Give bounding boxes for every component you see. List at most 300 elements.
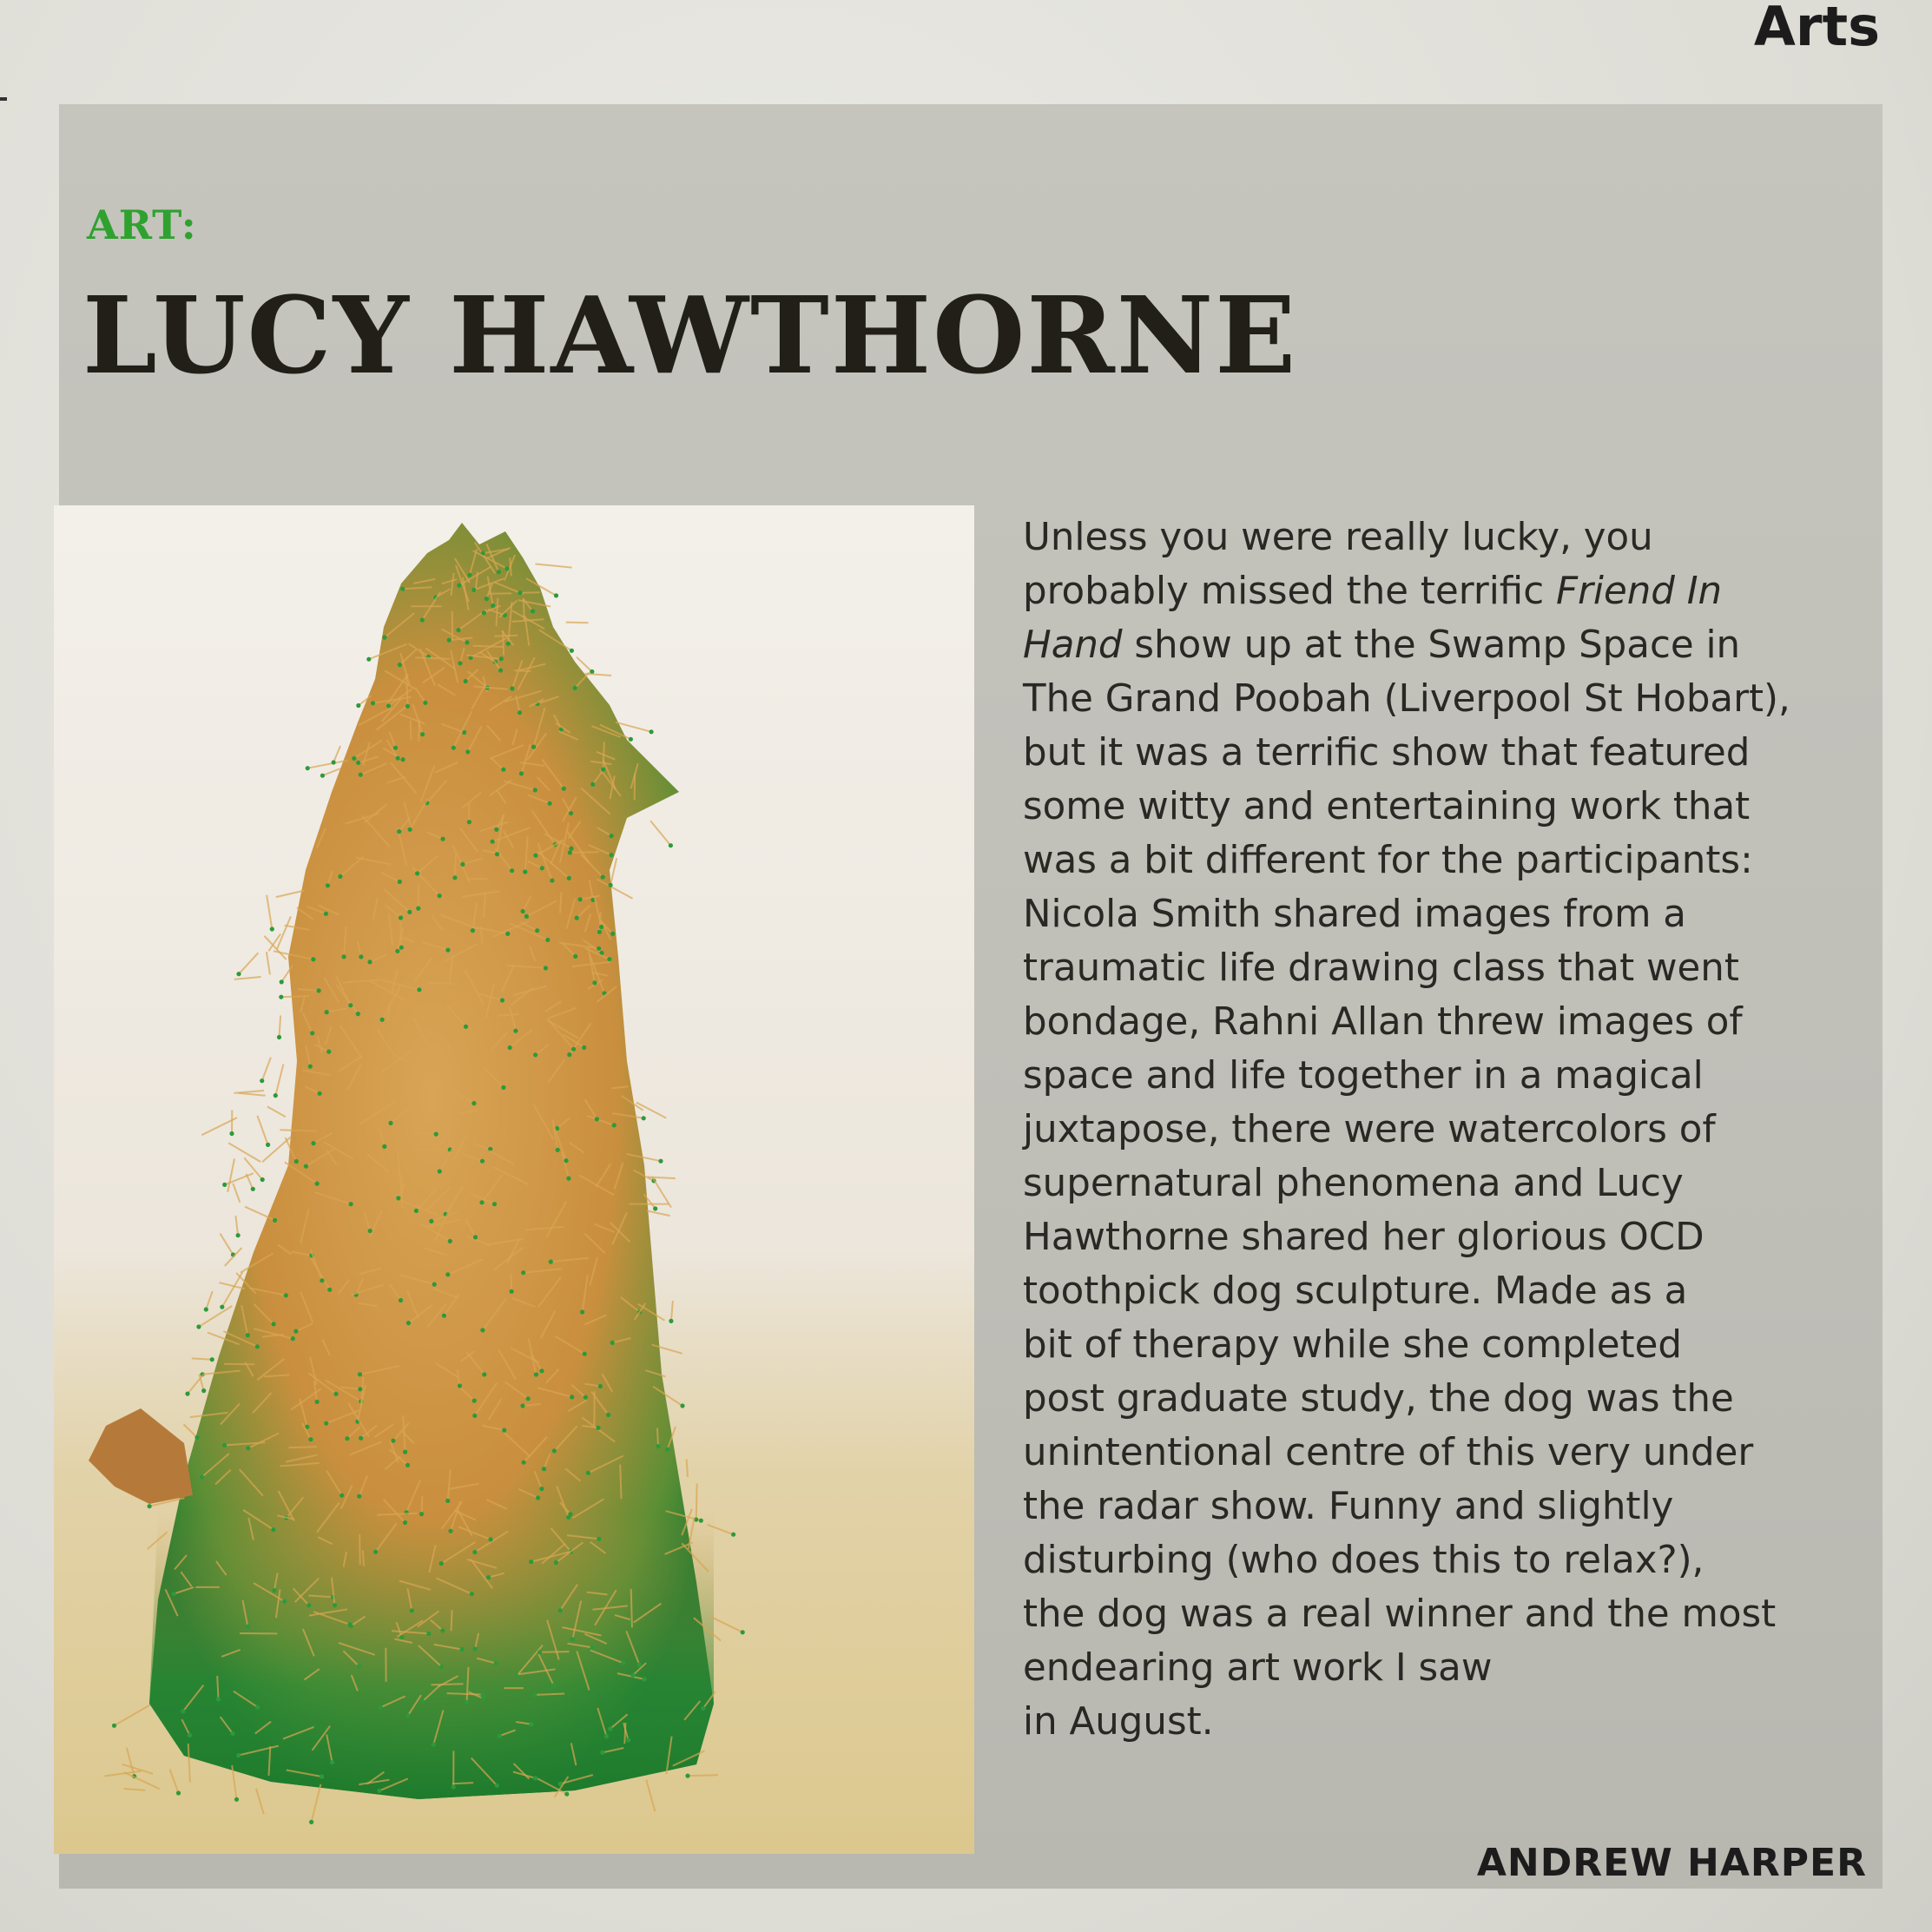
toothpick — [452, 1783, 473, 1784]
toothpick-tip — [274, 1093, 278, 1098]
toothpick-tip — [377, 1789, 381, 1793]
toothpick-tip — [229, 1131, 234, 1136]
toothpick-tip — [311, 1141, 315, 1145]
toothpick-tip — [420, 732, 425, 736]
toothpick-tip — [564, 1158, 568, 1163]
toothpick-tip — [222, 1183, 227, 1187]
toothpick — [631, 1589, 632, 1628]
toothpick-tip — [554, 1560, 558, 1565]
toothpick-tip — [491, 603, 495, 608]
toothpick-tip — [537, 1650, 542, 1654]
toothpick-tip — [417, 987, 421, 992]
toothpick-tip — [569, 847, 573, 851]
toothpick-tip — [307, 1603, 311, 1607]
toothpick-tip — [260, 1177, 265, 1182]
toothpick — [511, 1274, 512, 1292]
toothpick-tip — [279, 995, 283, 999]
toothpick — [280, 1015, 281, 1037]
toothpick-tip — [358, 1372, 362, 1376]
toothpick-tip — [386, 703, 391, 708]
toothpick-tip — [549, 1260, 553, 1264]
toothpick-tip — [610, 1341, 615, 1345]
toothpick-tip — [518, 590, 523, 595]
toothpick-tip — [510, 686, 514, 690]
toothpick-tip — [270, 926, 274, 931]
toothpick-tip — [382, 1144, 386, 1149]
toothpick-tip — [448, 1529, 452, 1533]
toothpick-tip — [356, 761, 360, 765]
toothpick-tip — [452, 746, 456, 750]
body-line-text: the dog was a real winner and the most — [1023, 1592, 1777, 1636]
article-body — [1023, 511, 1883, 1749]
toothpick-tip — [204, 1307, 208, 1311]
toothpick — [225, 1248, 242, 1266]
toothpick-tip — [280, 979, 284, 984]
toothpick-tip — [494, 828, 498, 832]
toothpick-tip — [406, 1713, 410, 1718]
toothpick-tip — [481, 1692, 485, 1697]
toothpick-tip — [548, 801, 552, 806]
toothpick-tip — [544, 966, 548, 970]
toothpick — [247, 1174, 254, 1189]
toothpick-tip — [403, 1450, 407, 1454]
toothpick-tip — [342, 954, 346, 959]
toothpick-tip — [306, 766, 310, 770]
body-line-text: the radar show. Funny and slightly — [1023, 1485, 1674, 1528]
toothpick-tip — [597, 930, 602, 934]
toothpick-tip — [567, 1052, 571, 1057]
toothpick-tip — [440, 837, 445, 841]
toothpick-tip — [368, 1229, 373, 1233]
toothpick — [275, 1065, 283, 1096]
toothpick-tip — [529, 1559, 533, 1564]
toothpick-tip — [317, 988, 321, 992]
toothpick-tip — [520, 1403, 524, 1408]
toothpick-tip — [410, 1608, 414, 1612]
toothpick-tip — [397, 829, 401, 834]
body-line — [1023, 1264, 1883, 1318]
toothpick — [624, 1723, 625, 1744]
toothpick-tip — [486, 1575, 491, 1579]
toothpick-tip — [601, 768, 605, 772]
body-line-text: was a bit different for the participants: — [1023, 839, 1753, 882]
toothpick — [239, 1093, 266, 1096]
toothpick-tip — [532, 1692, 537, 1697]
body-line — [1023, 887, 1883, 941]
toothpick-tip — [573, 686, 577, 690]
toothpick-tip — [502, 1428, 506, 1433]
toothpick — [422, 1496, 423, 1513]
toothpick-tip — [452, 1785, 456, 1790]
article-kicker: ART: — [87, 201, 197, 248]
toothpick-tip — [349, 1624, 353, 1628]
toothpick-tip — [481, 1697, 485, 1701]
toothpick — [267, 1106, 286, 1117]
body-line-text: toothpick dog sculpture. Made as a — [1023, 1269, 1688, 1313]
body-line-text: space and life together in a magical — [1023, 1054, 1704, 1098]
toothpick-tip — [590, 1645, 595, 1650]
toothpick-tip — [255, 1705, 260, 1710]
toothpick-tip — [610, 932, 615, 936]
body-line — [1023, 1210, 1883, 1264]
toothpick-tip — [571, 1047, 576, 1052]
body-line — [1023, 1695, 1883, 1749]
toothpick-tip — [348, 1003, 353, 1007]
toothpick-tip — [500, 998, 504, 1002]
toothpick-tip — [504, 566, 509, 570]
toothpick-tip — [583, 1352, 587, 1356]
toothpick-tip — [356, 703, 360, 708]
toothpick-tip — [465, 640, 469, 644]
toothpick-tip — [379, 1705, 383, 1710]
body-line-text: Hawthorne shared her glorious OCD — [1023, 1216, 1705, 1259]
toothpick-tip — [434, 1132, 438, 1137]
toothpick — [657, 1428, 658, 1447]
toothpick — [428, 983, 455, 984]
toothpick-tip — [406, 704, 410, 709]
toothpick-tip — [473, 1646, 478, 1651]
body-line — [1023, 672, 1883, 726]
toothpick-tip — [558, 1608, 563, 1612]
toothpick-tip — [566, 1177, 570, 1181]
toothpick-tip — [426, 1632, 431, 1636]
toothpick-tip — [539, 1487, 544, 1491]
toothpick-tip — [388, 1121, 392, 1125]
toothpick-tip — [545, 938, 550, 942]
body-line-text: Nicola Smith shared images from a — [1023, 893, 1686, 936]
toothpick-tip — [531, 609, 535, 613]
body-line-text: post graduate study, the dog was the — [1023, 1377, 1734, 1421]
body-line-text: probably missed the terrific — [1023, 570, 1556, 613]
toothpick-tip — [332, 760, 336, 764]
toothpick-tip — [699, 1519, 703, 1523]
toothpick-tip — [556, 1148, 560, 1152]
toothpick-tip — [521, 909, 525, 913]
toothpick-tip — [246, 1333, 250, 1337]
toothpick-tip — [551, 1683, 556, 1687]
toothpick-tip — [665, 1447, 669, 1452]
toothpick — [233, 1184, 240, 1203]
body-line — [1023, 834, 1883, 887]
toothpick-tip — [148, 1504, 152, 1508]
toothpick-tip — [400, 757, 405, 762]
toothpick-tip — [480, 1328, 485, 1332]
toothpick-tip — [196, 1324, 201, 1329]
body-line-text: in August. — [1023, 1700, 1214, 1744]
toothpick — [217, 1676, 218, 1699]
toothpick-tip — [626, 1737, 630, 1742]
toothpick — [322, 768, 340, 775]
toothpick-tip — [255, 1344, 260, 1348]
toothpick-tip — [308, 1437, 313, 1441]
toothpick — [406, 675, 407, 707]
toothpick — [234, 1091, 265, 1093]
toothpick-tip — [600, 1751, 604, 1755]
toothpick-tip — [366, 657, 371, 662]
toothpick-tip — [505, 932, 510, 936]
body-line-text: show up at the Swamp Space in — [1122, 623, 1741, 667]
toothpick — [688, 1775, 718, 1776]
toothpick-tip — [575, 916, 579, 920]
toothpick-tip — [510, 1289, 514, 1294]
toothpick-tip — [358, 1387, 362, 1391]
toothpick-tip — [649, 729, 654, 734]
body-line-text: supernatural phenomena and Lucy — [1023, 1162, 1684, 1205]
toothpick — [312, 1784, 321, 1823]
toothpick-tip — [320, 774, 325, 778]
toothpick-tip — [471, 588, 476, 592]
toothpick-tip — [495, 1784, 499, 1788]
toothpick — [432, 1684, 464, 1685]
toothpick-tip — [112, 1724, 116, 1728]
toothpick — [124, 1789, 146, 1790]
toothpick-tip — [554, 593, 558, 597]
toothpick-tip — [533, 788, 537, 792]
toothpick — [124, 1772, 160, 1789]
dog-base-shading — [149, 1513, 714, 1799]
body-line — [1023, 1103, 1883, 1157]
toothpick-tip — [282, 1599, 287, 1604]
toothpick-tip — [685, 1774, 689, 1778]
toothpick-tip — [510, 868, 514, 873]
toothpick-tip — [519, 771, 524, 775]
toothpick-tip — [731, 1533, 735, 1537]
toothpick-tip — [326, 883, 330, 887]
toothpick-tip — [359, 954, 363, 959]
toothpick-tip — [492, 1202, 497, 1206]
toothpick — [267, 895, 272, 929]
toothpick-tip — [584, 1395, 588, 1400]
toothpick-tip — [447, 638, 452, 643]
toothpick-tip — [535, 928, 539, 933]
toothpick-tip — [621, 1661, 625, 1665]
toothpick — [710, 1617, 742, 1632]
toothpick-tip — [400, 587, 405, 591]
toothpick-tip — [501, 1085, 505, 1090]
toothpick-tip — [529, 1722, 533, 1726]
toothpick-tip — [630, 1673, 635, 1678]
toothpick-tip — [606, 1413, 610, 1417]
toothpick-tip — [518, 710, 522, 715]
toothpick-tip — [460, 1647, 465, 1652]
toothpick — [276, 891, 305, 898]
toothpick — [277, 917, 291, 950]
toothpick-tip — [642, 1116, 646, 1120]
toothpick-tip — [524, 914, 529, 919]
toothpick-tip — [526, 1396, 531, 1401]
toothpick-tip — [398, 663, 402, 667]
toothpick — [192, 1358, 212, 1359]
toothpick — [363, 1551, 364, 1566]
toothpick-tip — [597, 1537, 601, 1541]
toothpick-tip — [438, 1169, 442, 1173]
toothpick-tip — [473, 1235, 478, 1239]
toothpick-tip — [356, 1012, 360, 1016]
toothpick — [647, 1210, 670, 1216]
toothpick-tip — [324, 1421, 328, 1426]
toothpick-tip — [399, 1635, 404, 1639]
toothpick-tip — [471, 1101, 476, 1105]
toothpick-tip — [222, 1443, 227, 1447]
toothpick-tip — [457, 584, 461, 588]
body-line — [1023, 1049, 1883, 1103]
toothpick-tip — [415, 871, 419, 875]
toothpick-tip — [398, 880, 402, 884]
body-line — [1023, 564, 1883, 618]
toothpick-tip — [508, 1045, 512, 1050]
toothpick-tip — [442, 1314, 446, 1318]
body-line-text: traumatic life drawing class that went — [1023, 946, 1739, 990]
body-line-text: The Grand Poobah (Liverpool St Hobart), — [1023, 677, 1790, 721]
toothpick-tip — [458, 661, 462, 665]
body-line-italic: Friend In — [1555, 570, 1723, 613]
toothpick-tip — [550, 879, 554, 883]
toothpick — [257, 1116, 267, 1145]
body-line — [1023, 1372, 1883, 1426]
toothpick-tip — [326, 1050, 331, 1054]
toothpick — [206, 1291, 212, 1309]
toothpick-tip — [482, 610, 486, 615]
toothpick-tip — [488, 1537, 492, 1541]
toothpick-tip — [309, 1820, 313, 1824]
toothpick-tip — [523, 869, 527, 874]
toothpick-tip — [471, 928, 475, 933]
toothpick — [219, 1283, 245, 1289]
toothpick-tip — [460, 862, 465, 867]
toothpick-tip — [533, 1776, 537, 1780]
toothpick-tip — [320, 1278, 324, 1283]
toothpick-tip — [653, 1206, 657, 1210]
toothpick-tip — [396, 756, 400, 761]
toothpick-tip — [499, 656, 504, 661]
toothpick — [416, 1133, 437, 1134]
toothpick — [473, 646, 504, 647]
toothpick — [671, 1301, 673, 1321]
toothpick-tip — [216, 1697, 221, 1701]
body-line — [1023, 780, 1883, 834]
toothpick-tip — [251, 1187, 255, 1191]
toothpick-tip — [456, 628, 460, 632]
toothpick-tip — [429, 1219, 433, 1223]
toothpick-tip — [536, 1495, 540, 1500]
toothpick-tip — [230, 1731, 234, 1736]
toothpick — [585, 674, 612, 676]
toothpick-tip — [273, 1218, 277, 1223]
toothpick — [419, 1150, 451, 1151]
body-line-text: unintentional centre of this very under — [1023, 1431, 1754, 1474]
toothpick-tip — [497, 570, 501, 574]
body-line — [1023, 1480, 1883, 1533]
toothpick-tip — [395, 949, 399, 953]
toothpick-tip — [403, 1520, 407, 1525]
toothpick-tip — [494, 1661, 498, 1665]
toothpick-tip — [597, 946, 601, 951]
toothpick-tip — [371, 701, 375, 705]
toothpick — [388, 1004, 389, 1021]
toothpick-tip — [573, 954, 577, 959]
body-line — [1023, 1157, 1883, 1210]
toothpick-tip — [246, 1446, 250, 1450]
toothpick-tip — [564, 1792, 569, 1797]
toothpick — [224, 1364, 254, 1365]
toothpick-tip — [562, 787, 566, 791]
toothpick-tip — [338, 874, 342, 879]
toothpick — [536, 564, 572, 568]
toothpick-tip — [373, 1550, 378, 1554]
toothpick — [267, 952, 270, 974]
toothpick-tip — [406, 1321, 411, 1325]
toothpick-tip — [333, 1392, 338, 1396]
dog-tail — [89, 1408, 193, 1504]
toothpick-tip — [408, 828, 412, 832]
toothpick-tip — [185, 1392, 189, 1396]
toothpick — [636, 1103, 666, 1118]
toothpick — [234, 977, 261, 979]
body-line-text: endearing art work I saw — [1023, 1646, 1493, 1690]
section-label: Arts — [1753, 0, 1880, 58]
toothpick-tip — [272, 1322, 276, 1326]
toothpick-tip — [596, 1426, 600, 1430]
body-line — [1023, 1533, 1883, 1587]
toothpick-tip — [566, 1515, 570, 1520]
toothpick-tip — [540, 866, 544, 870]
toothpick-tip — [311, 957, 315, 961]
toothpick-tip — [399, 1298, 403, 1302]
article-photo — [54, 505, 974, 1854]
toothpick — [514, 670, 531, 671]
toothpick-tip — [601, 875, 605, 880]
toothpick-tip — [513, 1029, 518, 1033]
toothpick-tip — [367, 959, 372, 964]
toothpick-tip — [445, 1499, 450, 1503]
toothpick — [620, 1465, 621, 1500]
toothpick-tip — [643, 1677, 647, 1681]
toothpick-tip — [176, 1790, 181, 1795]
toothpick-tip — [534, 1372, 538, 1376]
toothpick — [520, 592, 540, 593]
toothpick-tip — [382, 635, 386, 639]
toothpick-tip — [506, 642, 511, 646]
toothpick-tip — [485, 597, 489, 601]
toothpick-tip — [521, 1270, 525, 1275]
toothpick-tip — [439, 1561, 444, 1566]
toothpick-tip — [637, 1663, 642, 1667]
toothpick-tip — [324, 912, 328, 916]
toothpick-tip — [172, 1592, 176, 1596]
toothpick-tip — [327, 1288, 332, 1292]
toothpick — [170, 1770, 179, 1793]
toothpick-tip — [567, 876, 571, 880]
body-line-text: juxtapose, there were watercolors of — [1023, 1108, 1716, 1151]
toothpick — [503, 630, 504, 655]
toothpick-tip — [498, 1734, 502, 1738]
body-line — [1023, 1318, 1883, 1372]
body-line-text: bit of therapy while she completed — [1023, 1323, 1682, 1367]
body-line-italic: Hand — [1023, 623, 1123, 667]
article-byline: ANDREW HARPER — [1476, 1841, 1867, 1885]
toothpick-tip — [522, 1461, 526, 1465]
toothpick-tip — [580, 1309, 584, 1314]
margin-mark — [0, 97, 7, 101]
toothpick-tip — [629, 737, 633, 742]
body-line-text: disturbing (who does this to relax?), — [1023, 1539, 1705, 1582]
toothpick-tip — [419, 1512, 424, 1516]
toothpick-tip — [320, 1774, 324, 1778]
toothpick-tip — [669, 1319, 673, 1323]
toothpick-tip — [458, 1383, 462, 1388]
toothpick — [256, 1789, 264, 1815]
toothpick-tip — [467, 820, 471, 824]
